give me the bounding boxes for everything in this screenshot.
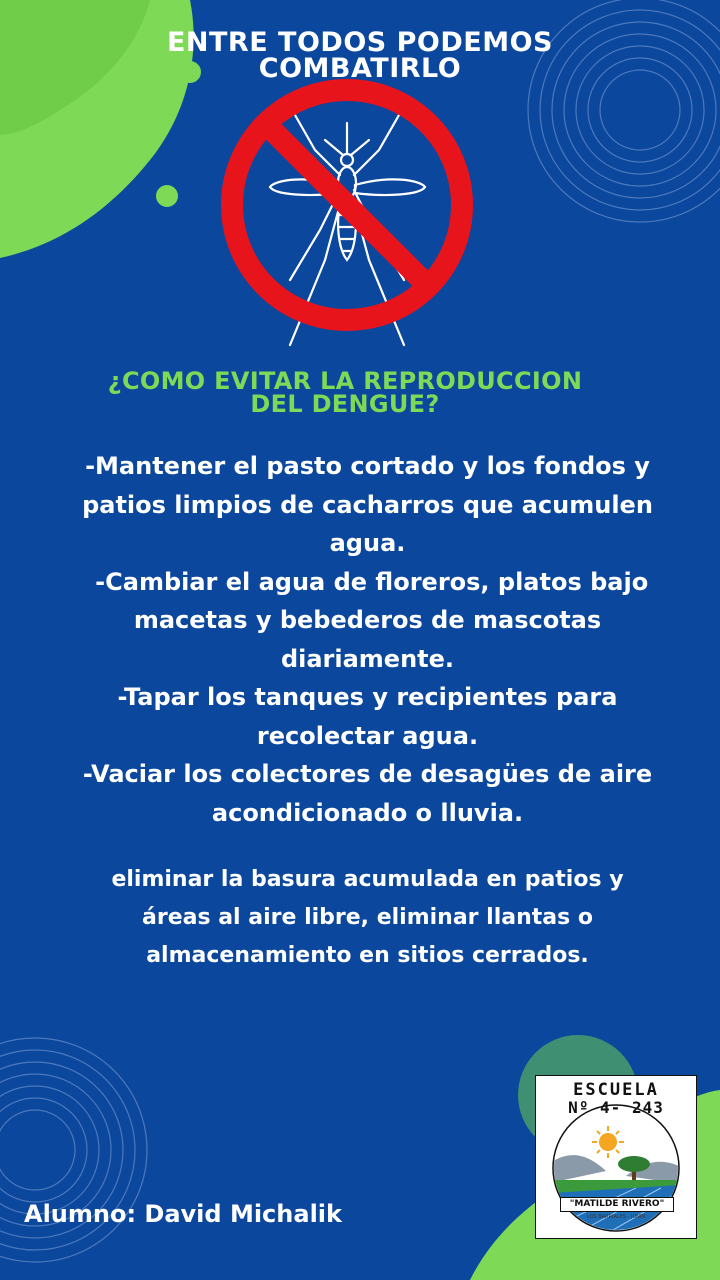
title-line-1: ENTRE TODOS PODEMOS — [166, 27, 554, 58]
extra-advice — [60, 861, 675, 975]
extra-line: eliminar la basura acumulada en patios y — [111, 867, 624, 892]
tip-line: -Vaciar los colectores de desagües de aire — [82, 760, 653, 788]
extra-line: áreas al aire libre, eliminar llantas o — [142, 905, 593, 930]
logo-line-2: Nº 4- 243 — [568, 1098, 664, 1117]
extra-line: almacenamiento en sitios cerrados. — [146, 943, 589, 968]
subtitle-line-1: ¿COMO EVITAR LA REPRODUCCION — [107, 367, 583, 395]
student-name: Alumno: David Michalik — [24, 1200, 342, 1228]
tip-line: -Cambiar el agua de floreros, platos bajo — [86, 567, 649, 596]
logo-line-1: ESCUELA — [573, 1080, 659, 1100]
logo-footer: LOS BARRIALES - JUNIN — [586, 1214, 646, 1220]
tip-line: -Mantener el pasto cortado y los fondos y — [85, 452, 650, 480]
logo-banner: "MATILDE RIVERO" — [560, 1197, 674, 1212]
prevention-tips — [40, 447, 695, 832]
tip-line: acondicionado o lluvia. — [211, 798, 524, 827]
title-line-2: COMBATIRLO — [258, 53, 462, 84]
tip-line: diariamente. — [280, 644, 455, 673]
section-heading — [30, 367, 660, 418]
tip-line: agua. — [329, 529, 406, 557]
tip-line: recolectar agua. — [256, 721, 479, 750]
bottom-left-rings — [0, 1038, 147, 1262]
small-green-dot — [156, 185, 178, 207]
tip-line: patios limpios de cacharros que acumulen — [82, 490, 653, 519]
no-mosquito-icon — [215, 75, 480, 355]
tip-line: macetas y bebederos de mascotas — [133, 606, 602, 634]
tip-line: -Tapar los tanques y recipientes para — [117, 683, 618, 711]
subtitle-line-2: DEL DENGUE? — [250, 390, 440, 418]
school-logo — [535, 1075, 697, 1239]
